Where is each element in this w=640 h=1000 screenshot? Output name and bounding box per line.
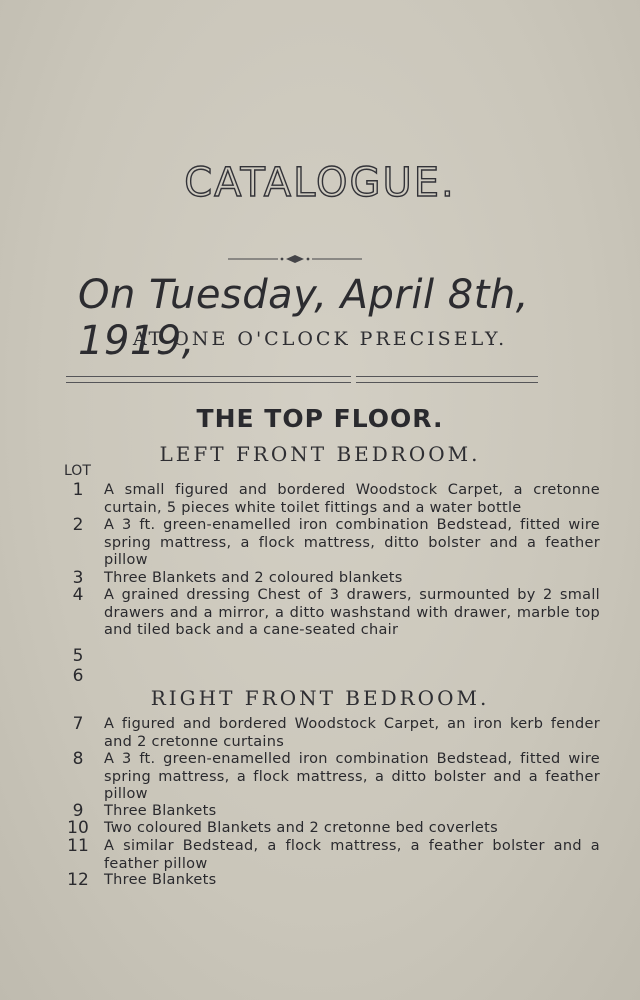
double-rule-left: [66, 376, 351, 383]
lot-number: 3: [72, 568, 84, 588]
lot-description: A figured and bordered Woodstock Carpet, an iron kerb fender and 2 cretonne curtains: [104, 716, 600, 750]
room-heading-right-front: RIGHT FRONT BEDROOM.: [150, 686, 490, 710]
room-heading-left-front: LEFT FRONT BEDROOM.: [159, 442, 481, 466]
lot-number: 6: [72, 666, 84, 686]
lot-number: 7: [72, 714, 84, 734]
lot-number: 2: [72, 515, 84, 535]
lot-number: 4: [72, 585, 84, 605]
sale-date: On Tuesday, April 8th, 1919,: [78, 272, 529, 364]
double-rule-right: [356, 376, 538, 383]
lot-description: Three Blankets and 2 coloured blankets: [104, 570, 403, 586]
lot-description: Three Blankets: [104, 803, 217, 819]
sale-time: AT ONE O'CLOCK PRECISELY.: [132, 328, 508, 350]
lot-description: A small figured and bordered Woodstock Carpet, a cretonne curtain, 5 pieces white toilet fittings and a water bottle: [104, 482, 600, 516]
lot-number: 11: [67, 836, 89, 856]
lot-description: Two coloured Blankets and 2 cretonne bed coverlets: [104, 820, 498, 836]
lot-description: A 3 ft. green-enamelled iron combination Bedstead, fitted wire spring mattress, a flock mattress, ditto bolster and a feather pillow: [104, 517, 600, 568]
floor-heading: THE TOP FLOOR.: [196, 404, 444, 433]
lot-number: 10: [67, 818, 89, 838]
lot-number: 8: [72, 749, 84, 769]
lot-description: A similar Bedstead, a flock mattress, a feather bolster and a feather pillow: [104, 838, 600, 872]
ornament-divider: [228, 252, 362, 266]
lot-description: Three Blankets: [104, 872, 217, 888]
lot-number: 5: [72, 646, 84, 666]
lot-column-header: LOT: [64, 463, 91, 479]
lot-number: 1: [72, 480, 84, 500]
lot-description: A 3 ft. green-enamelled iron combination Bedstead, fitted wire spring mattress, a flock mattress, a ditto bolster and a feather pillow: [104, 751, 600, 802]
lot-number: 9: [72, 801, 84, 821]
lot-number: 12: [67, 870, 89, 890]
catalogue-title: CATALOGUE.: [184, 160, 456, 206]
lot-description: A grained dressing Chest of 3 drawers, surmounted by 2 small drawers and a mirror, a ditto washstand with drawer, marble top and tiled back and a cane-seated chair: [104, 587, 600, 638]
